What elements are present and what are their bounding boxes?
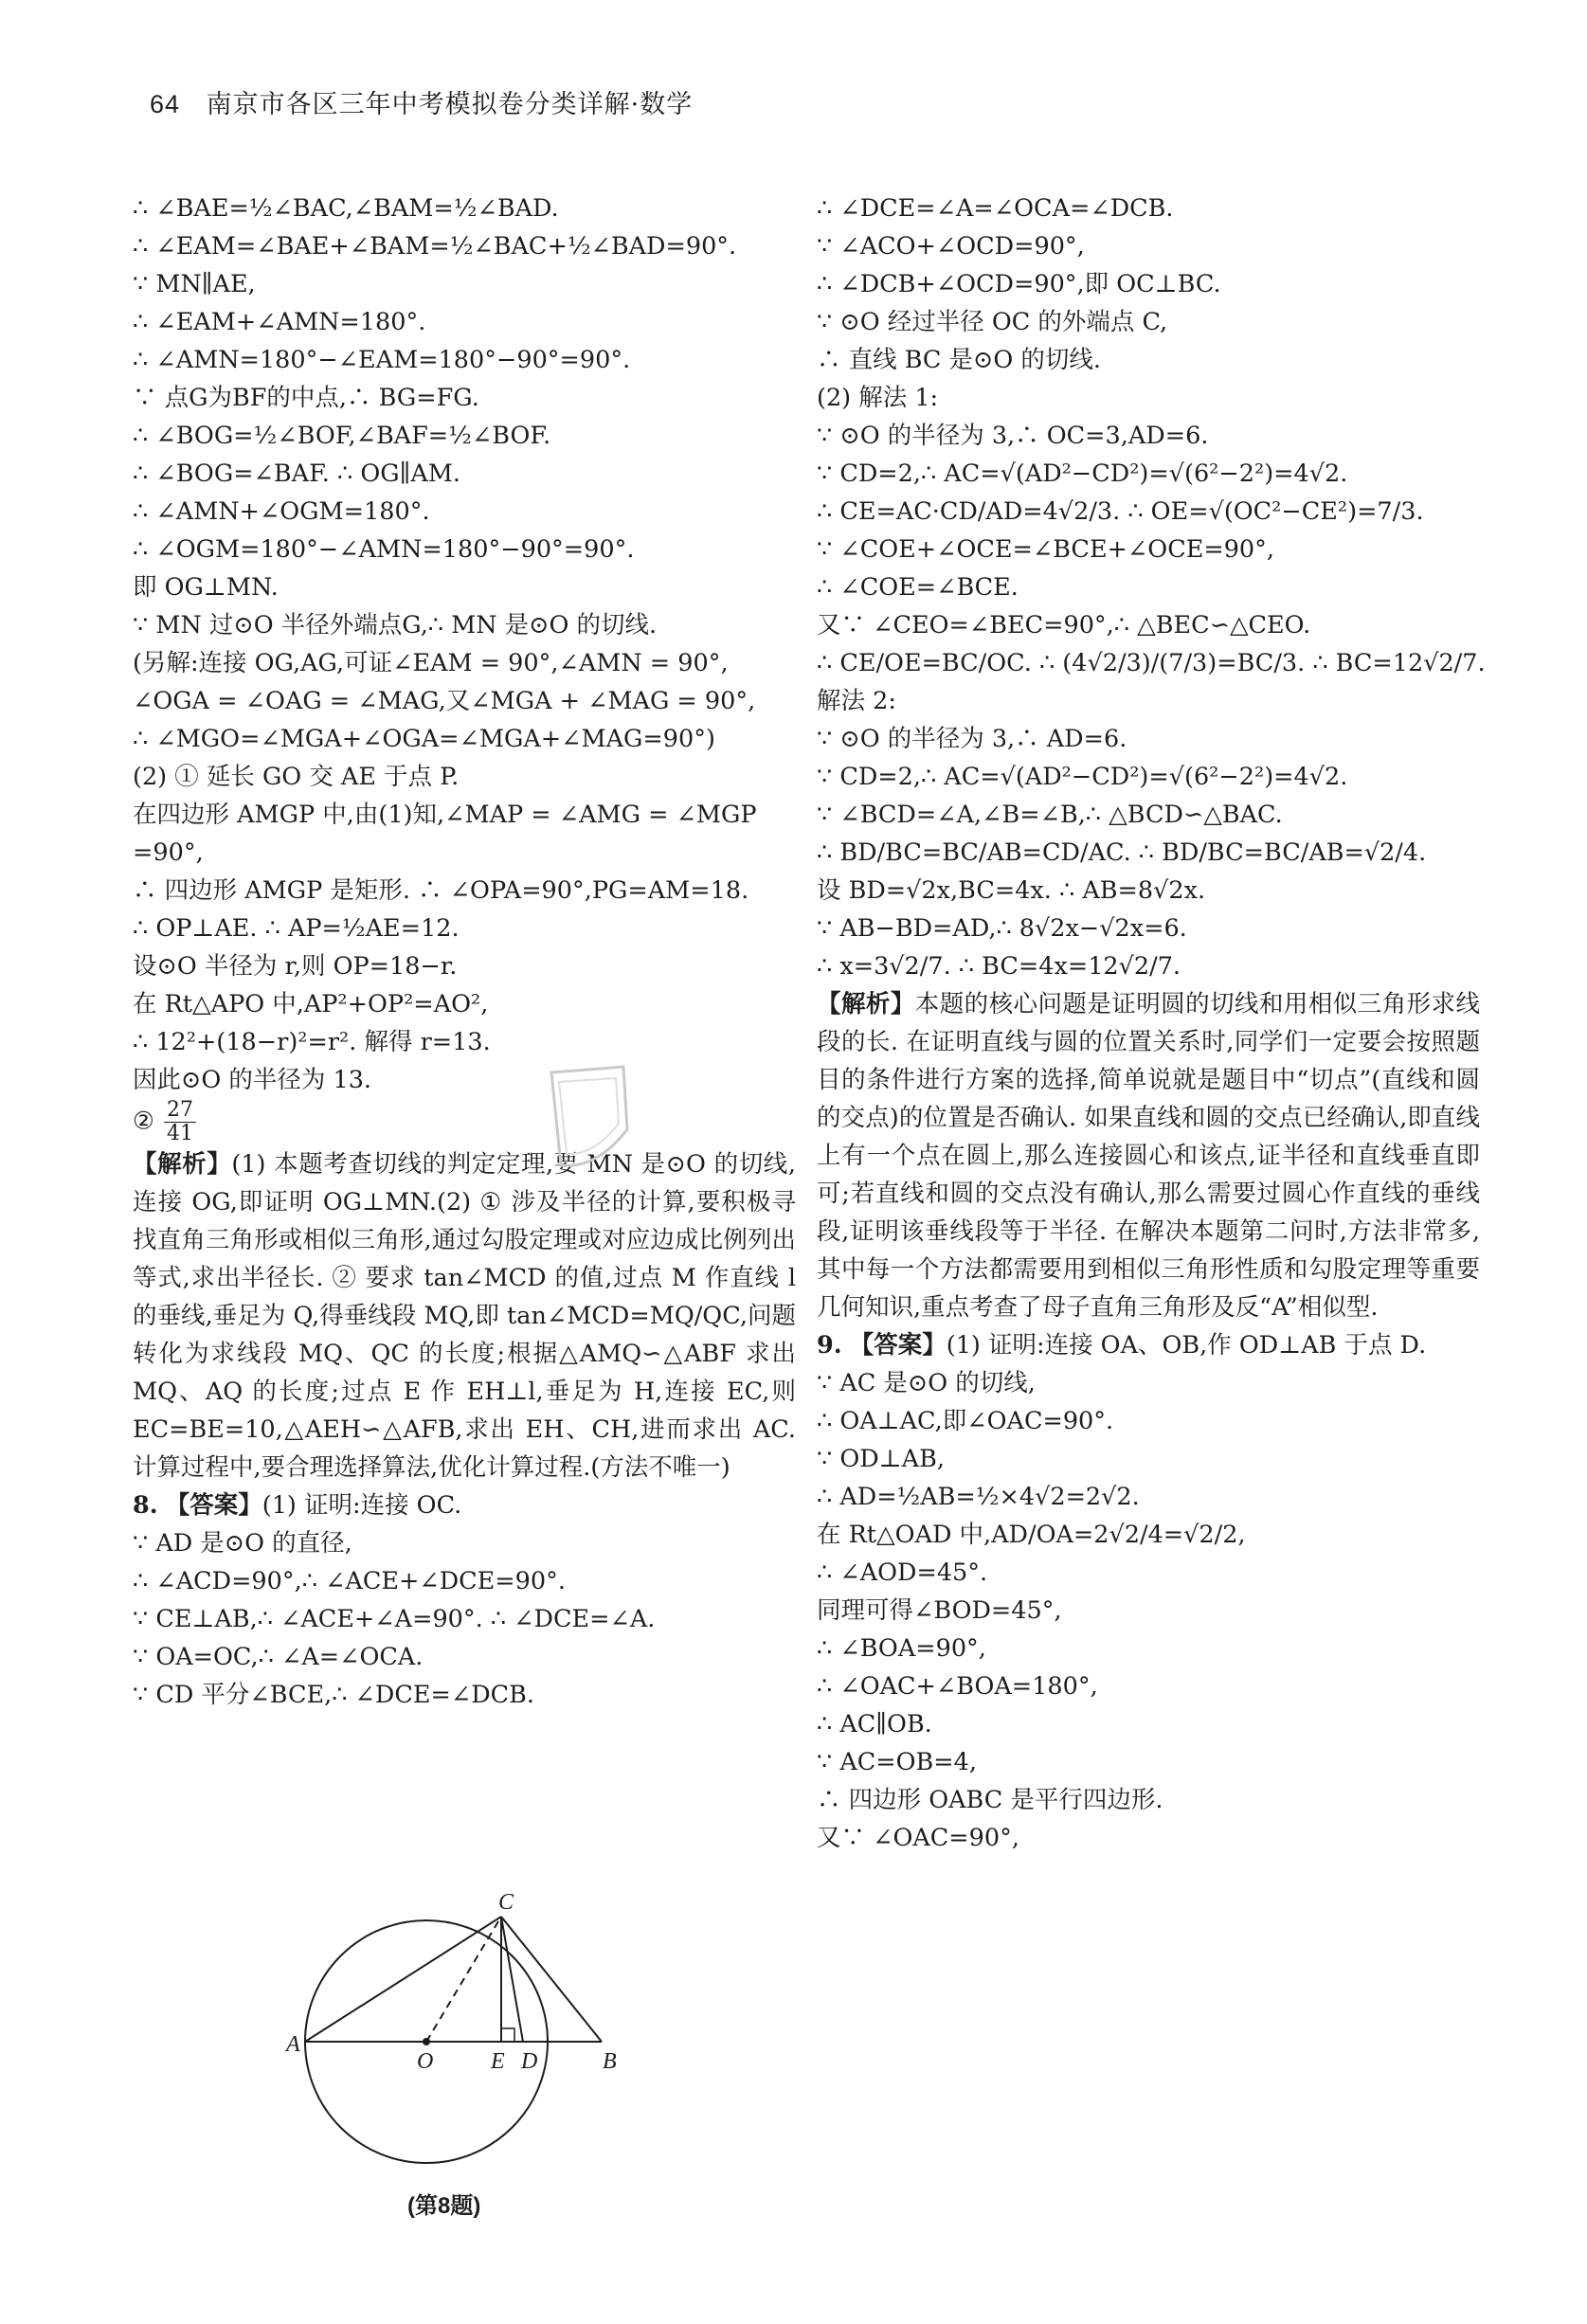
text-line: (2) ① 延长 GO 交 AE 于点 P.	[133, 763, 460, 791]
text-line: 在四边形 AMGP 中,由(1)知,∠MAP = ∠AMG = ∠MGP	[133, 801, 757, 829]
text-line: ∵ MN∥AE,	[133, 270, 256, 298]
text-line: 设 BD=√2x,BC=4x. ∴ AB=8√2x.	[817, 876, 1206, 905]
text-line: ∴ ∠COE=∠BCE.	[817, 573, 1019, 602]
question-8-answer-head	[133, 1486, 796, 1524]
text-line: ∴ 12²+(18−r)²=r². 解得 r=13.	[133, 1028, 491, 1056]
text-line: ∵ MN 过⊙O 半径外端点G,∴ MN 是⊙O 的切线.	[133, 611, 658, 640]
text-line: (另解:连接 OG,AG,可证∠EAM = 90°,∠AMN = 90°,	[133, 649, 729, 677]
text-line: ∵ CD 平分∠BCE,∴ ∠DCE=∠DCB.	[133, 1681, 534, 1709]
label-b: B	[603, 2049, 617, 2074]
text-line: ∴ ∠MGO=∠MGA+∠OGA=∠MGA+∠MAG=90°)	[133, 725, 715, 753]
segment-ac	[305, 1917, 501, 2042]
text-line: ∴ OP⊥AE. ∴ AP=½AE=12.	[133, 914, 460, 943]
text-line: ∵ ∠BCD=∠A,∠B=∠B,∴ △BCD∽△BAC.	[817, 801, 1283, 829]
book-title: 南京市各区三年中考模拟卷分类详解·数学	[206, 90, 694, 119]
text-line: 设⊙O 半径为 r,则 OP=18−r.	[133, 952, 458, 981]
analysis-tag: 【解析】	[133, 1150, 232, 1179]
text-line: ∴ ∠BOG=∠BAF. ∴ OG∥AM.	[133, 459, 461, 488]
analysis-text: 本题的核心问题是证明圆的切线和用相似三角形求线段的长. 在证明直线与圆的位置关系时,同学们一定要会按照题目的条件进行方案的选择,简单说就是题目中“切点”(直线和圆的交点)的位置是否确认. 如果直线和圆的交点已经确认,即直线上有一个点在圆上,那么连接圆心和该点,证半径和直线垂直即可;若直线和圆的交点没有确认,那么需要过圆心作直线的垂线段,证明该垂线段等于半径. 在解决本题第二问时,方法非常多,其中每一个方法都需要用到相似三角形性质和勾股定理等重要几何知识,重点考查了母子直角三角形及反“A”相似型.	[817, 990, 1480, 1322]
text-line: ∵ ∠COE+∠OCE=∠BCE+∠OCE=90°,	[817, 535, 1274, 564]
text-line: 在 Rt△OAD 中,AD/OA=2√2/4=√2/2,	[817, 1521, 1246, 1549]
text-line: ∴ 直线 BC 是⊙O 的切线.	[817, 346, 1102, 374]
figure-caption: (第8题)	[407, 2193, 481, 2219]
label-c: C	[498, 1890, 514, 1915]
text: (1) 证明:连接 OA、OB,作 OD⊥AB 于点 D.	[946, 1331, 1427, 1360]
text-line: ∵ AC=OB=4,	[817, 1748, 977, 1776]
text-line: ∴ ∠DCB+∠OCD=90°,即 OC⊥BC.	[817, 270, 1221, 298]
text-line: ∴ 四边形 AMGP 是矩形. ∴ ∠OPA=90°,PG=AM=18.	[133, 876, 749, 905]
segment-cd	[501, 1917, 523, 2042]
right-angle-mark	[501, 2028, 514, 2042]
analysis-tag: 【解析】	[817, 990, 915, 1018]
segment-cb	[501, 1917, 602, 2042]
text-line: ∵ CE⊥AB,∴ ∠ACE+∠A=90°. ∴ ∠DCE=∠A.	[133, 1605, 656, 1633]
text-line: ∴ ∠BOG=½∠BOF,∠BAF=½∠BOF.	[133, 422, 551, 450]
text-line: ∵ 点G为BF的中点,∴ BG=FG.	[133, 384, 479, 412]
text-line: ∴ x=3√2/7. ∴ BC=4x=12√2/7.	[817, 952, 1181, 981]
analysis-text: (1) 本题考查切线的判定定理,要 MN 是⊙O 的切线,连接 OG,即证明 OG⊥MN.(2) ① 涉及半径的计算,要积极寻找直角三角形或相似三角形,通过勾股定理或对应边成比例列出等式,求出半径长. ② 要求 tan∠MCD 的值,过点 M 作直线 l 的垂线,垂足为 Q,得垂线段 MQ,即 tan∠MCD=MQ/QC,问题转化为求线段 MQ、QC 的长度;根据△AMQ∽△ABF 求出 MQ、AQ 的长度;过点 E 作 EH⊥l,垂足为 H,连接 EC,则 EC=BE=10,△AEH∽△AFB,求出 EH、CH,进而求出 AC. 计算过程中,要合理选择算法,优化计算过程.(方法不唯一)	[133, 1150, 796, 1482]
label-a: A	[286, 2032, 300, 2057]
text-line: ∴ ∠DCE=∠A=∠OCA=∠DCB.	[817, 194, 1174, 223]
analysis-paragraph	[133, 1145, 796, 1486]
text-line: 即 OG⊥MN.	[133, 573, 279, 602]
text-line: ∵ ∠ACO+∠OCD=90°,	[817, 232, 1085, 261]
text: (1) 证明:连接 OC.	[261, 1491, 462, 1520]
text-line: ∴ AC∥OB.	[817, 1710, 932, 1738]
label-e: E	[491, 2049, 505, 2074]
analysis-paragraph	[817, 985, 1480, 1326]
text-line: ∴ ∠ACD=90°,∴ ∠ACE+∠DCE=90°.	[133, 1567, 566, 1595]
sub-label: ②	[133, 1107, 154, 1136]
text-line: ∵ AD 是⊙O 的直径,	[133, 1529, 352, 1558]
segment-oc-dashed	[426, 1917, 501, 2042]
text-line: ∴ OA⊥AC,即∠OAC=90°.	[817, 1407, 1114, 1435]
text-line: 又∵ ∠CEO=∠BEC=90°,∴ △BEC∽△CEO.	[817, 611, 1311, 640]
numerator: 27	[164, 1099, 196, 1123]
question-9-answer-head	[817, 1326, 1480, 1364]
text-line: ∴ ∠EAM=∠BAE+∠BAM=½∠BAC+½∠BAD=90°.	[133, 232, 737, 261]
text-line: 因此⊙O 的半径为 13.	[133, 1066, 372, 1094]
text-line: (2) 解法 1:	[817, 384, 939, 412]
text-line: ∴ ∠EAM+∠AMN=180°.	[133, 308, 426, 336]
text-line: ∴ 四边形 OABC 是平行四边形.	[817, 1786, 1163, 1814]
text-line: ∠OGA = ∠OAG = ∠MAG,又∠MGA + ∠MAG = 90°,	[133, 687, 756, 715]
denominator: 41	[166, 1122, 193, 1145]
text-line: ∵ AB−BD=AD,∴ 8√2x−√2x=6.	[817, 914, 1187, 943]
text-line: ∵ OA=OC,∴ ∠A=∠OCA.	[133, 1643, 424, 1671]
text-line: ∵ ⊙O 经过半径 OC 的外端点 C,	[817, 308, 1168, 336]
answer-tag: 【答案】	[165, 1491, 262, 1520]
text-line: ∵ ⊙O 的半径为 3,∴ OC=3,AD=6.	[817, 422, 1209, 450]
text-line: ∵ CD=2,∴ AC=√(AD²−CD²)=√(6²−2²)=4√2.	[817, 763, 1348, 791]
text-line: ∴ ∠OAC+∠BOA=180°,	[817, 1672, 1098, 1701]
question-number: 9.	[817, 1331, 842, 1360]
text-line: ∴ ∠BOA=90°,	[817, 1634, 986, 1663]
page-number: 64	[150, 90, 181, 118]
text-line: ∵ ⊙O 的半径为 3,∴ AD=6.	[817, 725, 1127, 753]
question-number: 8.	[133, 1491, 158, 1520]
text-line: ∴ ∠OGM=180°−∠AMN=180°−90°=90°.	[133, 535, 635, 564]
text-line: ∴ BD/BC=BC/AB=CD/AC. ∴ BD/BC=BC/AB=√2/4.	[817, 838, 1427, 867]
text-line: 又∵ ∠OAC=90°,	[817, 1824, 1019, 1852]
text-line: ∴ ∠AMN=180°−∠EAM=180°−90°=90°.	[133, 346, 631, 374]
stamp-graphic	[540, 1063, 635, 1175]
label-o: O	[417, 2049, 434, 2074]
text-line: ∴ ∠AOD=45°.	[817, 1558, 988, 1587]
text-line: ∴ AD=½AB=½×4√2=2√2.	[817, 1483, 1140, 1511]
text-line: ∵ OD⊥AB,	[817, 1445, 945, 1473]
text-line: 解法 2:	[817, 687, 896, 715]
text-line: ∵ AC 是⊙O 的切线,	[817, 1369, 1036, 1397]
text-line: ∴ CE=AC·CD/AD=4√2/3. ∴ OE=√(OC²−CE²)=7/3.	[817, 497, 1424, 526]
answer-fraction-line	[133, 1099, 796, 1145]
center-point	[423, 2038, 430, 2045]
geometry-figure-q8	[275, 1890, 654, 2184]
text-line: 在 Rt△APO 中,AP²+OP²=AO²,	[133, 990, 489, 1018]
text-line: ∴ ∠AMN+∠OGM=180°.	[133, 497, 430, 526]
label-d: D	[521, 2049, 538, 2074]
text-line: 同理可得∠BOD=45°,	[817, 1596, 1062, 1625]
answer-tag: 【答案】	[849, 1331, 947, 1360]
fraction	[164, 1099, 196, 1145]
page-header	[150, 83, 693, 120]
text-line: ∴ ∠BAE=½∠BAC,∠BAM=½∠BAD.	[133, 194, 559, 223]
text-line: ∴ CE/OE=BC/OC. ∴ (4√2/3)/(7/3)=BC/3. ∴ BC=12√2/7.	[817, 649, 1486, 677]
right-column	[817, 189, 1486, 1857]
left-column	[133, 189, 796, 1714]
text-line: =90°,	[133, 838, 204, 867]
text-line: ∵ CD=2,∴ AC=√(AD²−CD²)=√(6²−2²)=4√2.	[817, 459, 1348, 488]
